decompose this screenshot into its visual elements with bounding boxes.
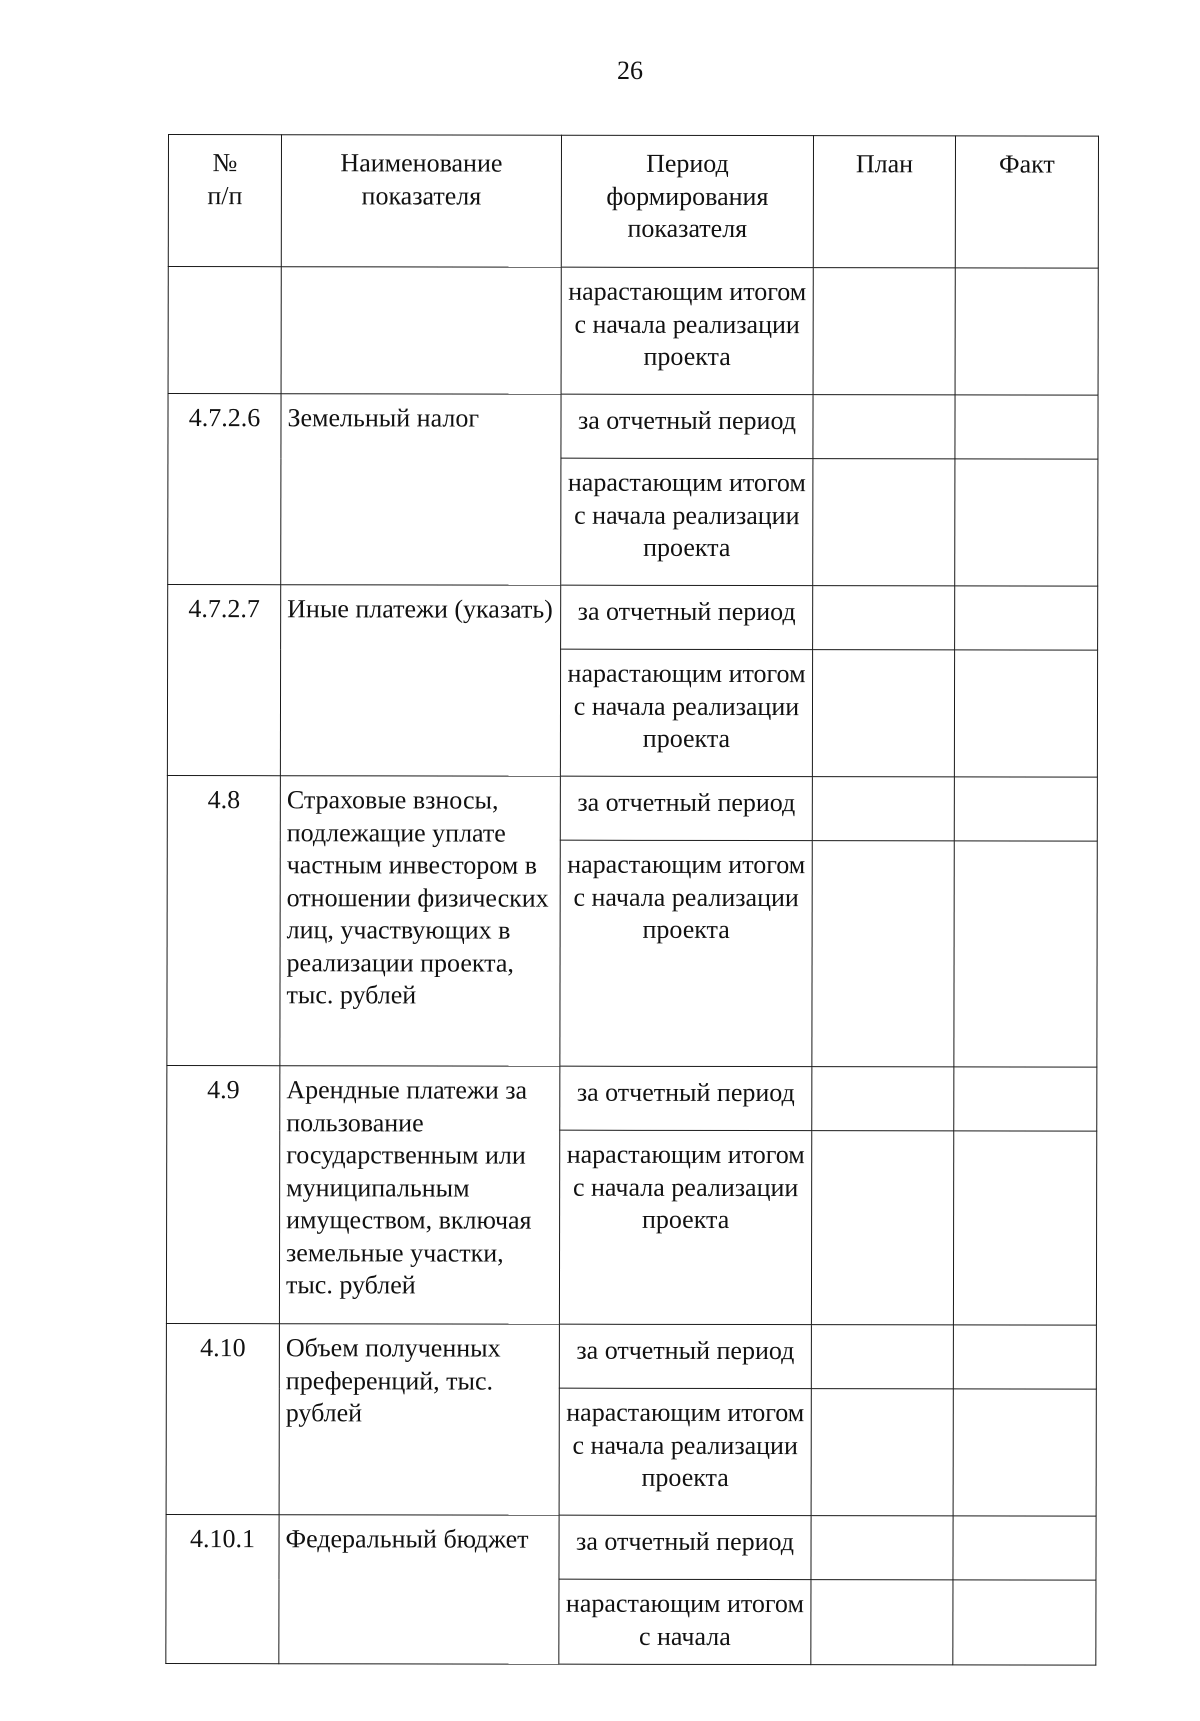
cell-plan [813, 459, 955, 586]
header-fact: Факт [955, 136, 1098, 268]
cell-num: 4.8 [167, 775, 281, 1065]
cell-plan [813, 395, 955, 459]
cell-period-reporting: за отчетный период [561, 585, 813, 649]
cell-plan [811, 1516, 953, 1580]
cell-name: Страховые взносы, подлежащие уплате частным инвестором в отношении физических лиц, участвующих в реализации проекта, тыс. рублей [280, 776, 561, 1066]
header-name: Наименование показателя [281, 135, 561, 267]
cell-fact [953, 1389, 1096, 1516]
cell-period-cumulative: нарастающим итогом с начала реализации проекта [559, 1130, 811, 1324]
cell-plan [813, 586, 955, 650]
cell-fact [954, 841, 1097, 1067]
cell-period-cumulative: нарастающим итогом с начала реализации проекта [560, 840, 812, 1066]
header-plan: План [813, 136, 955, 268]
table-row [167, 1065, 1097, 1131]
cell-period-reporting: за отчетный период [561, 394, 813, 458]
page-number: 26 [617, 56, 643, 85]
cell-name: Федеральный бюджет [279, 1515, 559, 1664]
cell-period-cumulative: нарастающим итогом с начала реализации проекта [560, 649, 812, 776]
table-header-row [168, 135, 1098, 269]
cell-plan [811, 1580, 953, 1665]
table-row [166, 1514, 1096, 1580]
cell-fact [955, 586, 1098, 650]
cell-fact [954, 650, 1097, 777]
cell-plan [812, 841, 954, 1067]
cell-period-cumulative-partial: нарастающим итогом с начала [559, 1579, 811, 1664]
cell-fact [955, 459, 1098, 586]
cell-num: 4.10 [166, 1323, 279, 1514]
cell-plan [813, 268, 955, 395]
cell-fact [953, 1131, 1096, 1325]
cell-fact [955, 268, 1098, 395]
cell-period-reporting: за отчетный период [559, 1324, 811, 1388]
cell-plan [812, 777, 954, 841]
cell-plan [812, 1067, 954, 1131]
cell-name: Объем полученных преференций, тыс. рублей [279, 1324, 559, 1515]
cell-fact [953, 1325, 1096, 1389]
cell-fact [953, 1516, 1096, 1580]
cell-period-reporting: за отчетный период [559, 1515, 811, 1579]
header-period: Период формирования показателя [561, 135, 813, 267]
cell-period-cumulative: нарастающим итогом с начала реализации проекта [559, 1388, 811, 1515]
cell-name: Арендные платежи за пользование государственным или муниципальным имуществом, включая земельные участки, тыс. рублей [279, 1066, 559, 1324]
cell-plan [811, 1325, 953, 1389]
table-row [167, 775, 1097, 841]
cell-name: Земельный налог [281, 394, 561, 585]
header-num: № п/п [168, 135, 281, 267]
cell-num: 4.10.1 [166, 1514, 279, 1663]
cell-fact [954, 1067, 1097, 1131]
cell-plan [811, 1389, 953, 1516]
cell-plan [811, 1131, 953, 1325]
cell-num [168, 267, 281, 394]
cell-fact [953, 1580, 1096, 1665]
cell-num: 4.9 [166, 1065, 279, 1323]
cell-name: Иные платежи (указать) [280, 585, 560, 776]
cell-plan [812, 650, 954, 777]
table-row [168, 394, 1098, 460]
cell-fact [955, 395, 1098, 459]
table-row [168, 267, 1098, 396]
indicators-table [165, 134, 1099, 1666]
cell-period-cumulative: нарастающим итогом с начала реализации проекта [561, 267, 813, 394]
cell-num: 4.7.2.7 [167, 585, 280, 776]
cell-fact [954, 777, 1097, 841]
cell-name [281, 267, 561, 394]
cell-period-reporting: за отчетный период [560, 1066, 812, 1130]
table-row [166, 1323, 1096, 1389]
cell-period-cumulative: нарастающим итогом с начала реализации проекта [561, 458, 813, 585]
table-row [168, 585, 1098, 651]
cell-period-reporting: за отчетный период [560, 776, 812, 840]
cell-num: 4.7.2.6 [168, 394, 281, 585]
